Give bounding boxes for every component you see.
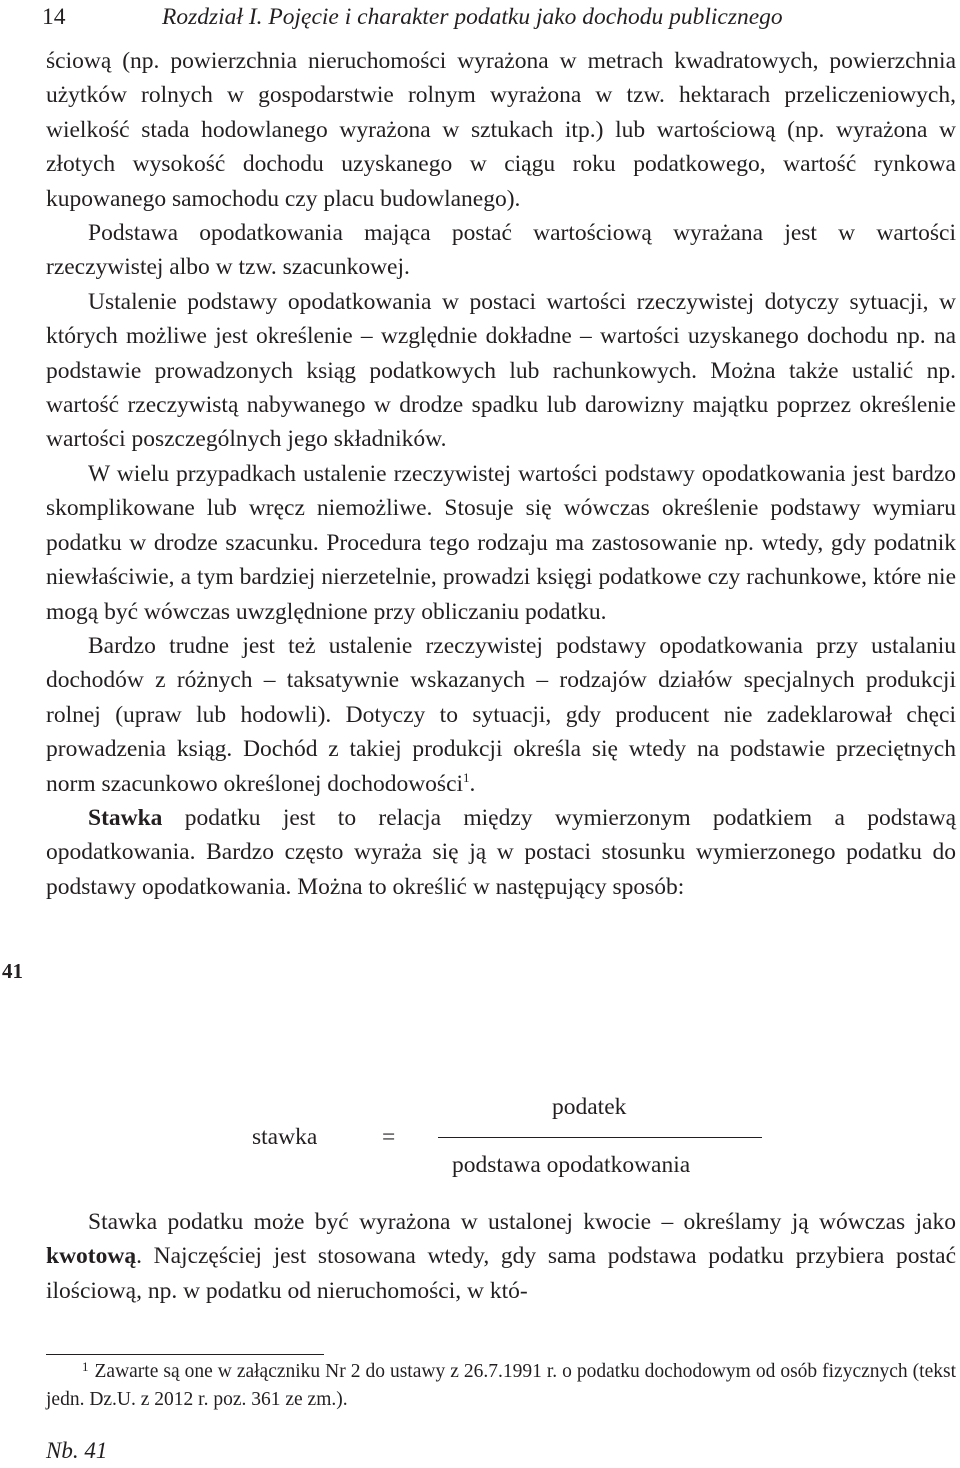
running-title: Rozdział I. Pojęcie i charakter podatku jako dochodu publicznego [162, 4, 783, 30]
footnote-mark: 1 [82, 1359, 89, 1374]
paragraph-kwotowa-start: Stawka podatku może być wyrażona w ustalonej kwocie – określamy ją wówczas jako [88, 1209, 956, 1235]
paragraph-stawka-text: podatku jest to relacja między wymierzonym podatkiem a podstawą opodatkowania. Bardzo często wyraża się ją w postaci stosunku wymierzonego podatku do podstawy opodatkowania. Można to określić w następujący sposób: [46, 804, 956, 900]
main-text-block-2 [46, 1205, 956, 1308]
paragraph-end-period: . [469, 770, 476, 797]
formula-equals: = [382, 1124, 396, 1150]
marginal-number-label: Nb. 41 [46, 1438, 108, 1463]
paragraph-wartosc-rzeczywista: Ustalenie podstawy opodatkowania w postaci wartości rzeczywistej dotyczy sytuacji, w których możliwe jest określenie – względnie dokładne – wartości uzyskanego dochodu np. na podstawie prowadzonych ksiąg podatkowych lub rachunkowych. Można także ustalić np. wartość rzeczywistą nabywanego w drodze spadku lub darowizny majątku poprzez określenie wartości poszczególnych jego składników. [46, 288, 956, 453]
footnote-reference: 1 [463, 769, 470, 785]
page-number: 14 [42, 4, 66, 30]
paragraph-szacunek: W wielu przypadkach ustalenie rzeczywistej wartości podstawy opodatkowania jest bardzo skomplikowane lub wręcz niemożliwe. Stosuje się wówczas określenie podstawy wymiaru podatku w drodze szacunku. Procedura tego rodzaju ma zastosowanie np. wtedy, gdy podatnik niewłaściwie, a tym bardziej nierzetelnie, prowadzi księgi podatkowe czy rachunkowe, które nie mogą być wówczas uwzględnione przy obliczaniu podatku. [46, 460, 956, 625]
formula-numerator: podatek [552, 1094, 627, 1120]
paragraph-kwotowa-end: . Najczęściej jest stosowana wtedy, gdy sama podstawa podatku przybiera postać ilościową, np. w podatku od nieruchomości, w któ- [46, 1243, 956, 1304]
footnote [46, 1358, 956, 1414]
running-header [42, 2, 922, 32]
rate-formula [0, 1092, 960, 1192]
term-kwotowa: kwotową [46, 1243, 137, 1270]
paragraph-continuation: ściową (np. powierzchnia nieruchomości wyrażona w metrach kwadratowych, powierzchnia użytków rolnych w gospodarstwie rolnym wyrażona w tzw. hektarach przeliczeniowych, wielkość stada hodowlanego wyrażona w sztukach itp.) lub wartościową (np. wyrażona w złotych wysokość dochodu uzyskanego w ciągu roku podatkowego, wartość rynkowa kupowanego samochodu czy placu budowlanego). [46, 48, 956, 212]
paragraph-stawka-definition [46, 801, 956, 904]
margin-number: 41 [2, 959, 23, 983]
fraction-bar [438, 1137, 762, 1138]
formula-denominator: podstawa opodatkowania [452, 1152, 691, 1178]
paragraph-stawka-kwotowa [46, 1205, 956, 1308]
main-text-block-1 [46, 44, 956, 904]
paragraph-podstawa-wartosciowa: Podstawa opodatkowania mająca postać wartościową wyrażana jest w wartości rzeczywistej albo w tzw. szacunkowej. [46, 220, 956, 281]
term-stawka: Stawka [88, 804, 163, 831]
footnote-text: Zawarte są one w załączniku Nr 2 do ustawy z 26.7.1991 r. o podatku dochodowym od osób fizycznych (tekst jedn. Dz.U. z 2012 r. poz. 361 ze zm.). [46, 1361, 956, 1410]
formula-lhs: stawka [252, 1124, 318, 1150]
footnote-divider [46, 1354, 324, 1355]
paragraph-dzialy-specjalne-text: Bardzo trudne jest też ustalenie rzeczywistej podstawy opodatkowania przy ustalaniu dochodów z różnych – taksatywnie wskazanych – rodzajów działów specjalnych produkcji rolnej (upraw lub hodowli). Dotyczy to sytuacji, gdy producent nie zadeklarował chęci prowadzenia ksiąg. Dochód z takiej produkcji określa się wtedy na podstawie przeciętnych norm szacunkowo określonej dochodowości [46, 632, 956, 797]
paragraph-dzialy-specjalne [46, 629, 956, 801]
